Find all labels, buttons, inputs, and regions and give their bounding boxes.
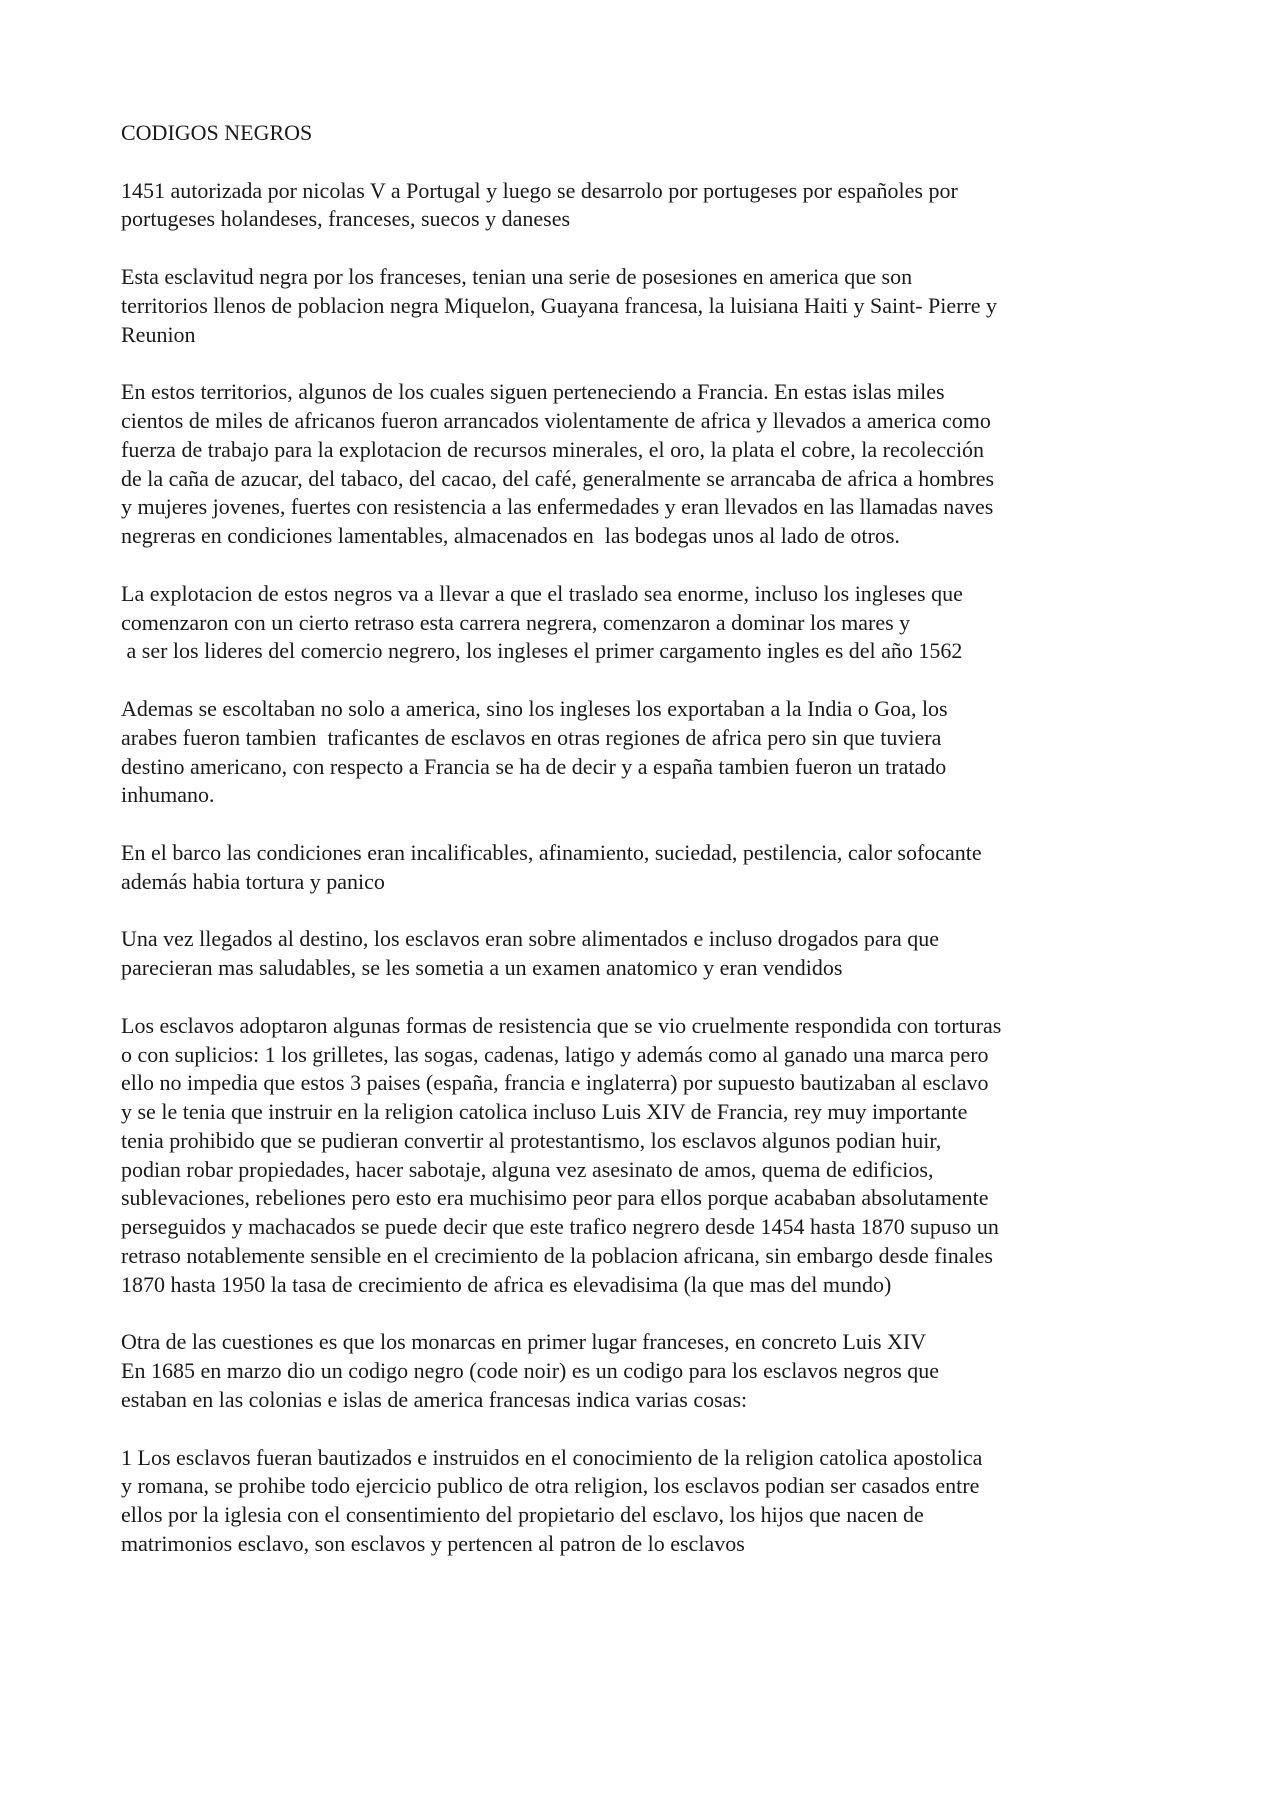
paragraph-article-one	[121, 1444, 1181, 1559]
text-line: Los esclavos adoptaron algunas formas de resistencia que se vio cruelmente respondida con torturas	[121, 1012, 1002, 1038]
text-line: sublevaciones, rebeliones pero esto era muchisimo peor para ellos porque acababan absolutamente	[121, 1185, 989, 1211]
text-line: portugeses holandeses, franceses, suecos y daneses	[121, 206, 571, 232]
text-line: negreras en condiciones lamentables, almacenados en las bodegas unos al lado de otros.	[121, 523, 900, 549]
paragraph-escort	[121, 695, 1181, 810]
text-line: o con suplicios: 1 los grilletes, las sogas, cadenas, latigo y además como al ganado una marca pero	[121, 1041, 989, 1067]
document-body	[121, 119, 1181, 1588]
text-line: y mujeres jovenes, fuertes con resistencia a las enfermedades y eran llevados en las llamadas naves	[121, 494, 994, 520]
text-line: Otra de las cuestiones es que los monarcas en primer lugar franceses, en concreto Luis XIV	[121, 1329, 927, 1355]
text-line: En el barco las condiciones eran incalificables, afinamiento, suciedad, pestilencia, calor sofocante	[121, 839, 982, 865]
text-line: 1870 hasta 1950 la tasa de crecimiento de africa es elevadisima (la que mas del mundo)	[121, 1271, 892, 1297]
paragraph-resistance	[121, 1012, 1181, 1300]
text-line: Esta esclavitud negra por los franceses, tenian una serie de posesiones en america que son	[121, 263, 913, 289]
paragraph-origin	[121, 177, 1181, 235]
paragraph-arrival	[121, 925, 1181, 983]
text-line: a ser los lideres del comercio negrero, los ingleses el primer cargamento ingles es del año 1562	[121, 638, 963, 664]
text-line: ello no impedia que estos 3 paises (españa, francia e inglaterra) por supuesto bautizaban al esclavo	[121, 1070, 989, 1096]
paragraph-territories	[121, 378, 1181, 551]
text-line: retraso notablemente sensible en el crecimiento de la poblacion africana, sin embargo desde finales	[121, 1243, 993, 1269]
text-line: además habia tortura y panico	[121, 868, 385, 894]
text-line: podian robar propiedades, hacer sabotaje, alguna vez asesinato de amos, quema de edificios,	[121, 1156, 934, 1182]
paragraph-code-noir	[121, 1328, 1181, 1414]
text-line: En 1685 en marzo dio un codigo negro (code noir) es un codigo para los esclavos negros que	[121, 1358, 940, 1384]
text-line: tenia prohibido que se pudieran convertir al protestantismo, los esclavos algunos podian huir,	[121, 1127, 942, 1153]
text-line: y se le tenia que instruir en la religion catolica incluso Luis XIV de Francia, rey muy importante	[121, 1099, 968, 1125]
text-line: estaban en las colonias e islas de america francesas indica varias cosas:	[121, 1387, 748, 1413]
text-line: matrimonios esclavo, son esclavos y pertencen al patron de lo esclavos	[121, 1531, 745, 1557]
text-line: perseguidos y machacados se puede decir que este trafico negrero desde 1454 hasta 1870 supuso un	[121, 1214, 999, 1240]
text-line: Ademas se escoltaban no solo a america, sino los ingleses los exportaban a la India o Goa, los	[121, 695, 948, 721]
text-line: 1451 autorizada por nicolas V a Portugal y luego se desarrolo por portugeses por españoles por	[121, 177, 958, 203]
text-line: comenzaron con un cierto retraso esta carrera negrera, comenzaron a dominar los mares y	[121, 609, 911, 635]
text-line: Una vez llegados al destino, los esclavos eran sobre alimentados e incluso drogados para que	[121, 926, 940, 952]
text-line: y romana, se prohibe todo ejercicio publico de otra religion, los esclavos podian ser casados entre	[121, 1473, 980, 1499]
text-line: cientos de miles de africanos fueron arrancados violentamente de africa y llevados a america como	[121, 407, 991, 433]
text-line: Reunion	[121, 321, 196, 347]
text-line: arabes fueron tambien traficantes de esclavos en otras regiones de africa pero sin que tuviera	[121, 724, 942, 750]
text-line: fuerza de trabajo para la explotacion de recursos minerales, el oro, la plata el cobre, la recolección	[121, 436, 985, 462]
text-line: La explotacion de estos negros va a llevar a que el traslado sea enorme, incluso los ingleses que	[121, 580, 963, 606]
text-line: En estos territorios, algunos de los cuales siguen perteneciendo a Francia. En estas islas miles	[121, 379, 945, 405]
text-line: de la caña de azucar, del tabaco, del cacao, del café, generalmente se arrancaba de africa a hombres	[121, 465, 995, 491]
text-line: destino americano, con respecto a Francia se ha de decir y a españa tambien fueron un tratado	[121, 753, 947, 779]
text-line: parecieran mas saludables, se les sometia a un examen anatomico y eran vendidos	[121, 955, 843, 981]
paragraph-french-possessions	[121, 263, 1181, 349]
text-line: inhumano.	[121, 782, 215, 808]
document-title: CODIGOS NEGROS	[121, 120, 313, 145]
text-line: ellos por la iglesia con el consentimiento del propietario del esclavo, los hijos que nacen de	[121, 1502, 924, 1528]
text-line: territorios llenos de poblacion negra Miquelon, Guayana francesa, la luisiana Haiti y Saint- Pierre y	[121, 292, 998, 318]
paragraph-ship-conditions	[121, 839, 1181, 897]
text-line: 1 Los esclavos fueran bautizados e instruidos en el conocimiento de la religion catolica apostolica	[121, 1444, 983, 1470]
paragraph-exploitation	[121, 580, 1181, 666]
